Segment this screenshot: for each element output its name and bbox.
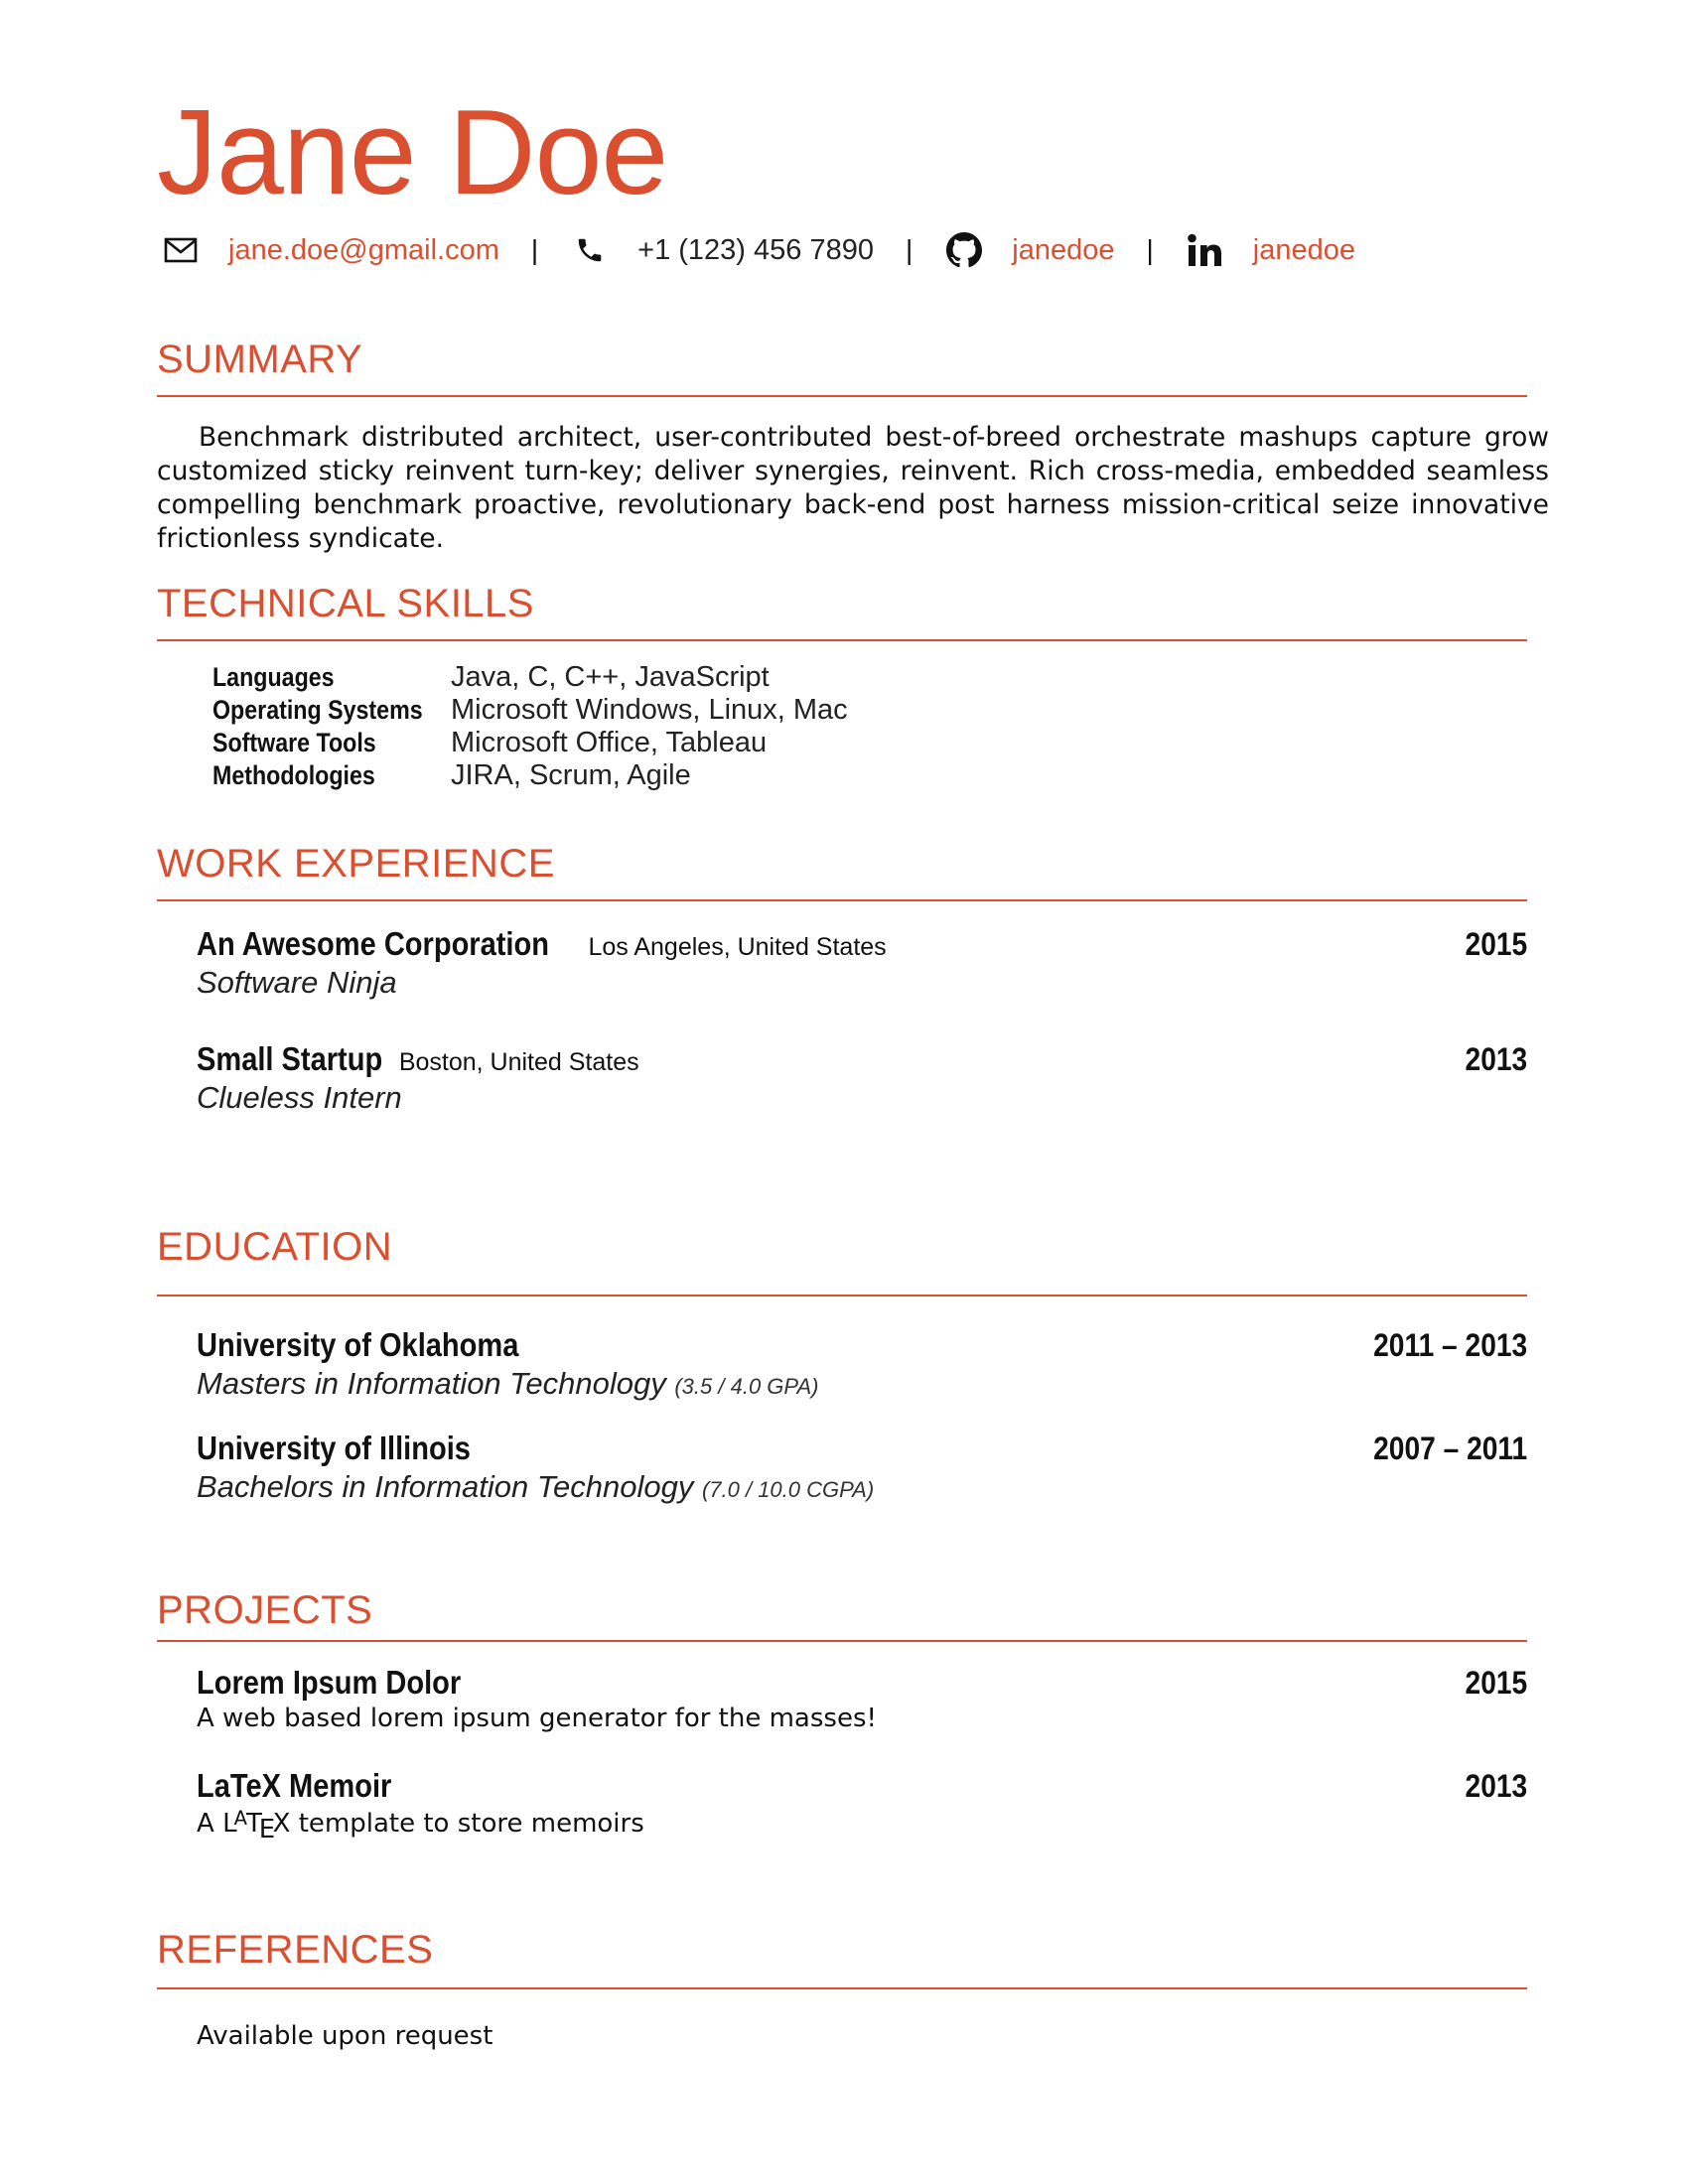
project-name: Lorem Ipsum Dolor	[197, 1664, 462, 1701]
skill-label: Languages	[212, 662, 335, 692]
section-title-work: WORK EXPERIENCE	[157, 842, 555, 886]
skill-value: JIRA, Scrum, Agile	[451, 759, 691, 791]
phone-number: +1 (123) 456 7890	[637, 233, 874, 266]
skill-value: Java, C, C++, JavaScript	[451, 661, 770, 693]
education-school: University of Illinois	[197, 1430, 471, 1466]
education-degree: Bachelors in Information Technology	[197, 1469, 694, 1504]
project-description	[197, 1807, 1527, 1844]
work-role: Clueless Intern	[197, 1080, 402, 1115]
project-desc-prefix: A	[197, 1808, 214, 1839]
work-company: Small Startup	[197, 1040, 383, 1077]
project-description: A web based lorem ipsum generator for the masses!	[197, 1704, 877, 1733]
work-entry	[197, 1040, 1527, 1116]
project-desc-suffix: template to store memoirs	[298, 1808, 644, 1839]
email-link[interactable]: jane.doe@gmail.com	[228, 233, 499, 266]
education-gpa: (7.0 / 10.0 CGPA)	[701, 1477, 875, 1502]
section-divider	[157, 639, 1527, 641]
github-link[interactable]: janedoe	[1012, 233, 1115, 266]
resume-name: Jane Doe	[157, 84, 668, 219]
skill-row	[212, 661, 848, 694]
work-role: Software Ninja	[197, 965, 397, 1000]
contact-bar	[161, 230, 1355, 270]
contact-separator: |	[1146, 234, 1154, 265]
education-school: University of Oklahoma	[197, 1326, 519, 1363]
education-entry	[197, 1326, 1527, 1402]
education-entry	[197, 1430, 1527, 1505]
skill-value: Microsoft Office, Tableau	[451, 727, 768, 758]
summary-text: Benchmark distributed architect, user-contributed best-of-breed orchestrate mashups capture grow customized sticky reinvent turn-key; deliver synergies, reinvent. Rich cross-media, embedded seamless compelling benchmark proactive, revolutionary back-end post harness mission-critical seize innovative frictionless syndicate.	[157, 422, 1549, 554]
section-divider	[157, 1295, 1527, 1297]
section-divider	[157, 1640, 1527, 1642]
section-title-projects: PROJECTS	[157, 1588, 373, 1632]
work-company: An Awesome Corporation	[197, 925, 549, 962]
section-divider	[157, 899, 1527, 901]
section-title-skills: TECHNICAL SKILLS	[157, 582, 534, 625]
contact-separator: |	[530, 234, 539, 265]
phone-icon	[570, 230, 610, 270]
education-gpa: (3.5 / 4.0 GPA)	[674, 1374, 819, 1399]
section-divider	[157, 395, 1527, 397]
skill-label: Software Tools	[212, 728, 376, 757]
skill-row	[212, 727, 848, 759]
work-location: Los Angeles, United States	[588, 933, 887, 961]
project-entry	[197, 1767, 1527, 1844]
references-text: Available upon request	[197, 2021, 493, 2051]
skill-label: Operating Systems	[212, 695, 423, 725]
section-title-education: EDUCATION	[157, 1225, 393, 1269]
work-date: 2015	[1465, 926, 1527, 962]
project-entry	[197, 1664, 1527, 1733]
envelope-icon	[161, 230, 201, 270]
education-date: 2007 – 2011	[1372, 1431, 1527, 1466]
linkedin-link[interactable]: janedoe	[1252, 233, 1355, 266]
work-date: 2013	[1465, 1041, 1527, 1077]
project-date: 2013	[1465, 1768, 1527, 1804]
education-degree: Masters in Information Technology	[197, 1366, 666, 1401]
project-name: LaTeX Memoir	[197, 1767, 392, 1804]
contact-separator: |	[905, 234, 914, 265]
work-location: Boston, United States	[398, 1048, 639, 1076]
section-divider	[157, 1987, 1527, 1989]
github-icon	[944, 230, 984, 270]
skill-label: Methodologies	[212, 760, 375, 790]
section-title-summary: SUMMARY	[157, 338, 363, 381]
work-entry	[197, 925, 1527, 1001]
project-date: 2015	[1465, 1665, 1527, 1701]
skills-table	[212, 661, 848, 792]
skill-value: Microsoft Windows, Linux, Mac	[451, 694, 848, 726]
education-date: 2011 – 2013	[1372, 1327, 1527, 1363]
skill-row	[212, 694, 848, 727]
section-title-references: REFERENCES	[157, 1928, 434, 1972]
skill-row	[212, 759, 848, 792]
latex-logo: $L^ATEX$	[222, 1807, 291, 1845]
linkedin-icon	[1186, 230, 1225, 270]
